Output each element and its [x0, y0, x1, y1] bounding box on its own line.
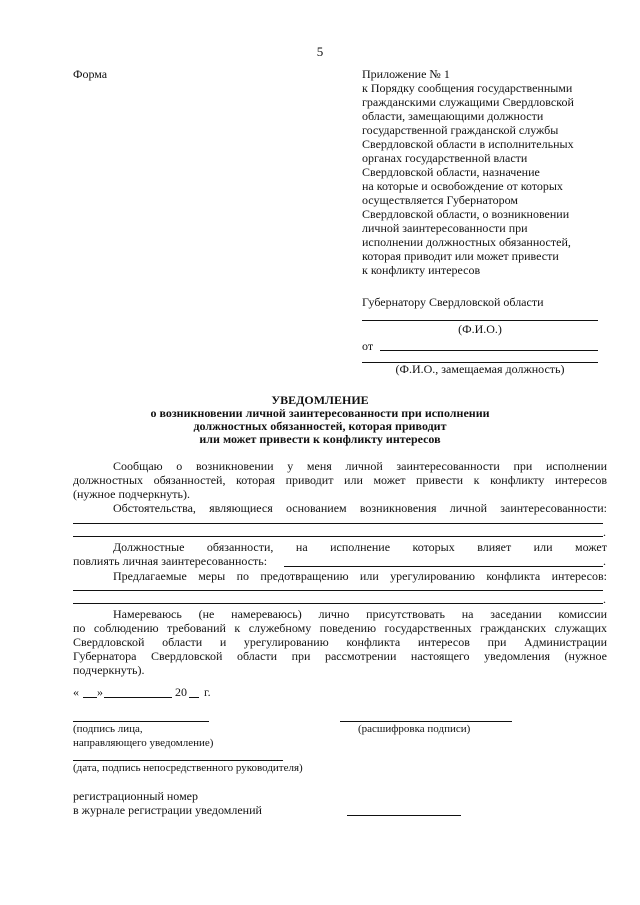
- p5-line-4: Губернатора Свердловской области при рассмотрении настоящего уведомления (нужное: [73, 649, 607, 663]
- registration-line-2: в журнале регистрации уведомлений: [73, 803, 262, 817]
- p2-line: Обстоятельства, являющиеся основанием возникновения личной заинтересованности:: [113, 501, 607, 515]
- signer-caption-1: (подпись лица,: [73, 723, 143, 735]
- appendix-line: осуществляется Губернатором: [362, 193, 518, 207]
- p5-line-2: по соблюдению требований к служебному поведению государственных гражданских служащих: [73, 621, 607, 635]
- date-close-quote: »: [97, 685, 103, 699]
- fio-caption: (Ф.И.О.): [458, 322, 502, 336]
- decode-line: [340, 721, 512, 722]
- decode-caption: (расшифровка подписи): [358, 723, 471, 735]
- p5-line-3: Свердловской области и урегулированию конфликта интересов при Администрации: [73, 635, 607, 649]
- p3-line-1: Должностные обязанности, на исполнение которых влияет или может: [113, 540, 607, 554]
- appendix-line: Приложение № 1: [362, 67, 450, 81]
- circumstances-line-1: [73, 523, 603, 524]
- appendix-line: которая приводит или может привести: [362, 249, 559, 263]
- p5-line-1: Намереваюсь (не намереваюсь) лично присутствовать на заседании комиссии: [113, 607, 607, 621]
- year-blank: [189, 697, 199, 698]
- addressee-to: Губернатору Свердловской области: [362, 295, 544, 309]
- fio-line: [362, 320, 598, 321]
- manager-caption: (дата, подпись непосредственного руководителя): [73, 762, 303, 774]
- p1-line-2: должностных обязанностей, которая приводит или может привести к конфликту интересов: [73, 473, 607, 487]
- appendix-block: [362, 67, 622, 277]
- title-line-2: должностных обязанностей, которая приводит: [193, 419, 447, 433]
- from-label: от: [362, 339, 374, 353]
- duties-line: [284, 566, 603, 567]
- appendix-line: Свердловской области, о возникновении: [362, 207, 570, 221]
- title-line-1: о возникновении личной заинтересованности при исполнении: [150, 406, 490, 420]
- title-line-3: или может привести к конфликту интересов: [199, 432, 441, 446]
- measures-line-1: [73, 590, 603, 591]
- form-label: Форма: [73, 67, 108, 81]
- appendix-line: на которые и освобождение от которых: [362, 179, 563, 193]
- year-suffix: г.: [204, 685, 211, 699]
- appendix-line: Свердловской области, назначение: [362, 165, 540, 179]
- page-number: 5: [316, 44, 324, 59]
- date-open-quote: «: [73, 685, 79, 699]
- month-blank: [104, 697, 172, 698]
- registration-line-1: регистрационный номер: [73, 789, 198, 803]
- p4-line: Предлагаемые меры по предотвращению или урегулированию конфликта интересов:: [113, 569, 607, 583]
- p1-line-3: (нужное подчеркнуть).: [73, 487, 190, 501]
- measures-line-2: [73, 603, 603, 604]
- appendix-line: исполнении должностных обязанностей,: [362, 235, 571, 249]
- appendix-line: личной заинтересованности при: [362, 221, 528, 235]
- appendix-line: государственной гражданской службы: [362, 123, 559, 137]
- manager-line: [73, 760, 283, 761]
- p3-line-2: повлиять личная заинтересованность:: [73, 554, 268, 568]
- period-2: .: [603, 554, 606, 568]
- appendix-line: Свердловской области в исполнительных: [362, 137, 574, 151]
- period-3: .: [603, 592, 606, 606]
- p5-line-5: подчеркнуть).: [73, 663, 145, 677]
- appendix-line: области, замещающими должности: [362, 109, 544, 123]
- signer-caption-2: направляющего уведомление): [73, 737, 214, 749]
- period-1: .: [603, 525, 606, 539]
- appendix-line: к конфликту интересов: [362, 263, 481, 277]
- appendix-line: к Порядку сообщения государственными: [362, 81, 573, 95]
- year-prefix: 20: [175, 685, 187, 699]
- day-blank: [83, 697, 97, 698]
- circumstances-line-2: [73, 536, 603, 537]
- signature-line: [73, 721, 209, 722]
- p1-line-1: Сообщаю о возникновении у меня личной заинтересованности при исполнении: [113, 459, 607, 473]
- document-title: УВЕДОМЛЕНИЕ: [271, 393, 369, 407]
- appendix-line: органах государственной власти: [362, 151, 528, 165]
- registration-number-line: [347, 815, 461, 816]
- from-line-1: [380, 350, 598, 351]
- from-caption: (Ф.И.О., замещаемая должность): [395, 362, 565, 376]
- appendix-line: гражданскими служащими Свердловской: [362, 95, 574, 109]
